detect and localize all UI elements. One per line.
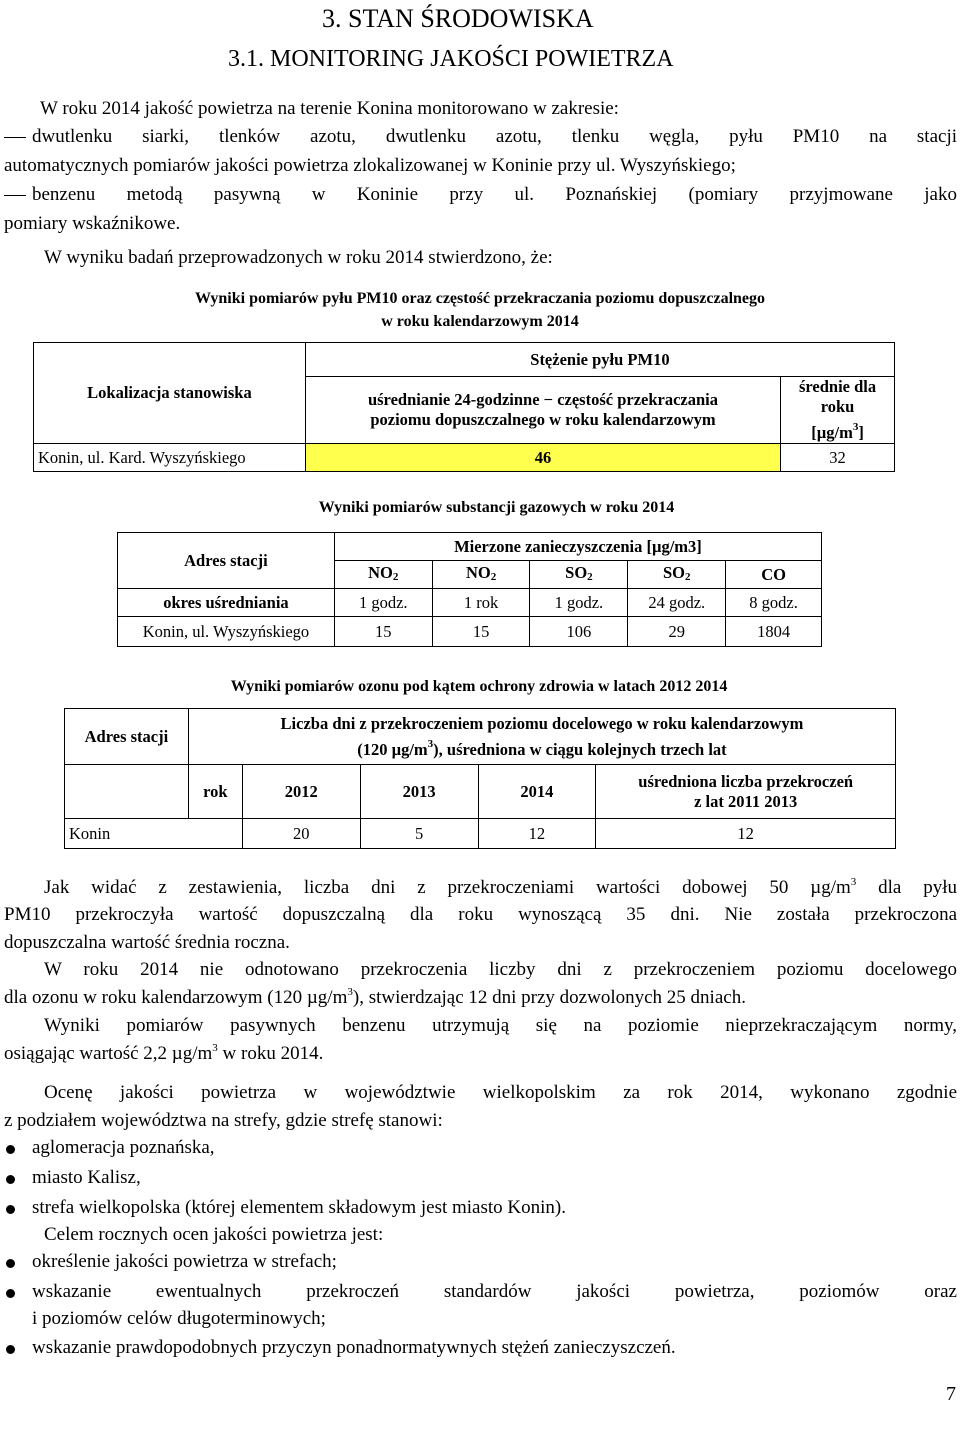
bullet-icon [6, 1345, 15, 1354]
paragraph-2-line-2: dla ozonu w roku kalendarzowym (120 $\mu g/m^3$), stwierdzając 12 dni przy dozwolonych 25 dniach. [4, 986, 746, 1008]
ozone-row-station: Konin [65, 819, 243, 849]
goal-item: określenie jakości powietrza w strefach; [32, 1251, 337, 1272]
gas-col-station: Adres stacji [118, 533, 335, 589]
paragraph-3-line-1: Wyniki pomiarów pasywnych benzenu utrzymują się na poziomie nieprzekraczającym normy, [44, 1015, 957, 1036]
pm10-col-24h: uśrednianie 24-godzinne − częstość przekraczania poziomu dopuszczalnego w roku kalendarzowym [305, 377, 780, 444]
ozone-year: 2014 [478, 765, 596, 819]
ozone-table [64, 708, 896, 849]
intro-item-2-line-2: pomiary wskaźnikowe. [4, 213, 181, 234]
goal-item-2-line-2: i poziomów celów długoterminowych; [32, 1308, 326, 1329]
gas-col-group: Mierzone zanieczyszczenia [µg/m3] [334, 533, 821, 561]
pm10-col-group: Stężenie pyłu PM10 [305, 343, 894, 377]
gas-period: 8 godz. [726, 589, 822, 617]
intro-line: W roku 2014 jakość powietrza na terenie Konina monitorowano w zakresie: [40, 98, 619, 119]
gas-caption: Wyniki pomiarów substancji gazowych w roku 2014 [318, 499, 675, 516]
ozone-year: 2012 [242, 765, 360, 819]
gas-pollutant: $SO_2$ [628, 561, 726, 589]
intro-item-2-line-1: benzenu metodą pasywną w Koninie przy ul. Poznańskiej (pomiary przyjmowane jako [32, 184, 957, 205]
intro-item-1-line-1: dwutlenku siarki, tlenków azotu, dwutlenku azotu, tlenku węgla, pyłu PM10 na stacji [32, 126, 957, 147]
gas-value: 29 [628, 617, 726, 647]
pm10-col-location: Lokalizacja stanowiska [34, 343, 306, 444]
gas-period-row [118, 589, 822, 617]
goals-intro: Celem rocznych ocen jakości powietrza jest: [44, 1224, 384, 1245]
dash-marker [4, 195, 26, 196]
ozone-col-station: Adres stacji [65, 709, 189, 765]
bullet-icon [6, 1259, 15, 1268]
ozone-value: 12 [596, 819, 896, 849]
bullet-icon [6, 1175, 15, 1184]
ozone-value: 12 [478, 819, 596, 849]
paragraph-1-line-3: dopuszczalna wartość średnia roczna. [4, 932, 290, 953]
pm10-caption-line-1: Wyniki pomiarów pyłu PM10 oraz częstość przekraczania poziomu dopuszczalnego [194, 290, 766, 307]
paragraph-4-line-1: Ocenę jakości powietrza w województwie wielkopolskim za rok 2014, wykonano zgodnie [44, 1082, 957, 1103]
gas-pollutant: CO [726, 561, 822, 589]
paragraph-1-line-2: PM10 przekroczyła wartość dopuszczalną dla roku wynoszącą 35 dni. Nie została przekroczona [4, 904, 957, 925]
goal-item: wskazanie prawdopodobnych przyczyn ponadnormatywnych stężeń zanieczyszczeń. [32, 1337, 676, 1358]
bullet-icon [6, 1205, 15, 1214]
gas-pollutant: $NO_2$ [334, 561, 432, 589]
paragraph-2-line-1: W roku 2014 nie odnotowano przekroczenia liczby dni z przekroczeniem poziomu docelowego [44, 959, 957, 980]
paragraph-1-line-1: Jak widać z zestawienia, liczba dni z przekroczeniami wartości dobowej 50 $\mu g/m^3$ dla pyłu [44, 876, 957, 898]
ozone-year: 2013 [360, 765, 478, 819]
ozone-value: 20 [242, 819, 360, 849]
results-intro: W wyniku badań przeprowadzonych w roku 2014 stwierdzono, że: [44, 247, 553, 268]
section-heading: 3.1. MONITORING JAKOŚCI POWIETRZA [228, 46, 674, 72]
gas-value-row [118, 617, 822, 647]
gas-period-label: okres uśredniania [118, 589, 335, 617]
chapter-heading: 3. STAN ŚRODOWISKA [322, 4, 594, 33]
intro-item-1-line-2: automatycznych pomiarów jakości powietrza zlokalizowanej w Koninie przy ul. Wyszyńskiego; [4, 155, 736, 176]
ozone-year-label: rok [188, 765, 242, 819]
ozone-col-group: Liczba dni z przekroczeniem poziomu docelowego w roku kalendarzowym (120 $\mu g/m^3$), uśredniona w ciągu kolejnych trzech lat [188, 709, 895, 765]
ozone-col-average: uśredniona liczba przekroczeń z lat 2011 2013 [596, 765, 896, 819]
bullet-icon [6, 1145, 15, 1154]
page-number: 7 [946, 1383, 956, 1405]
pm10-caption-line-2: w roku kalendarzowym 2014 [381, 313, 579, 330]
gas-table [117, 532, 822, 647]
zone-item: miasto Kalisz, [32, 1167, 141, 1188]
gas-period: 1 godz. [530, 589, 628, 617]
ozone-value: 5 [360, 819, 478, 849]
gas-row-station: Konin, ul. Wyszyńskiego [118, 617, 335, 647]
gas-pollutant: $NO_2$ [432, 561, 530, 589]
dash-marker [4, 137, 26, 138]
gas-period: 1 godz. [334, 589, 432, 617]
pm10-row-mean: 32 [781, 444, 895, 472]
zone-item: strefa wielkopolska (której elementem składowym jest miasto Konin). [32, 1197, 566, 1218]
gas-pollutant: $SO_2$ [530, 561, 628, 589]
goal-item-2-line-1: wskazanie ewentualnych przekroczeń standardów jakości powietrza, poziomów oraz [32, 1281, 957, 1302]
paragraph-4-line-2: z podziałem województwa na strefy, gdzie strefę stanowi: [4, 1110, 443, 1131]
gas-value: 106 [530, 617, 628, 647]
ozone-caption: Wyniki pomiarów ozonu pod kątem ochrony zdrowia w latach 2012 2014 [230, 678, 728, 695]
bullet-icon [6, 1289, 15, 1298]
pm10-table [33, 342, 895, 472]
gas-period: 24 godz. [628, 589, 726, 617]
pm10-col-year: średnie dla roku $[\mu g/m^3]$ [781, 377, 895, 444]
gas-value: 15 [334, 617, 432, 647]
paragraph-3-line-2: osiągając wartość 2,2 $\mu g/m^3$ w roku 2014. [4, 1042, 324, 1064]
zone-item: aglomeracja poznańska, [32, 1137, 215, 1158]
gas-value: 15 [432, 617, 530, 647]
gas-value: 1804 [726, 617, 822, 647]
gas-period: 1 rok [432, 589, 530, 617]
pm10-row-exceedances: 46 [305, 444, 780, 472]
pm10-row-location: Konin, ul. Kard. Wyszyńskiego [34, 444, 306, 472]
